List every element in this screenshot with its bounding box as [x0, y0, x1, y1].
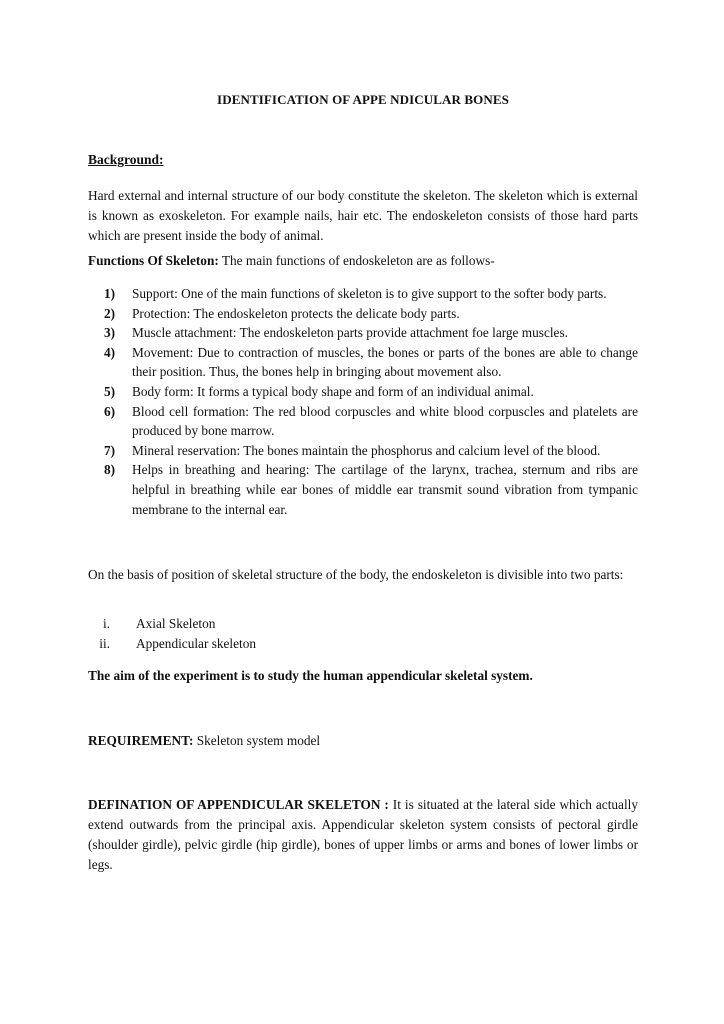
function-text: Protection: The endoskeleton protects the delicate body parts.: [132, 305, 460, 321]
function-item: [88, 402, 638, 441]
function-number: 5): [104, 383, 116, 399]
function-item: [88, 441, 638, 461]
document-title: IDENTIFICATION OF APPE NDICULAR BONES: [217, 92, 509, 107]
background-paragraph: Hard external and internal structure of our body constitute the skeleton. The skeleton which is external is known as exoskeleton. For example nails, hair etc. The endoskeleton consists of those hard parts which are present inside the body of animal.: [88, 188, 638, 243]
function-text: Body form: It forms a typical body shape and form of an individual animal.: [132, 383, 534, 399]
function-number: 6): [104, 403, 116, 419]
part-label: Axial Skeleton: [136, 616, 216, 631]
functions-heading: Functions Of Skeleton:: [88, 253, 219, 268]
part-label: Appendicular skeleton: [136, 636, 257, 651]
part-number: ii.: [99, 636, 110, 651]
function-item: [88, 382, 638, 402]
function-number: 8): [104, 462, 116, 478]
requirement-value: Skeleton system model: [193, 733, 321, 748]
function-text: Blood cell formation: The red blood corpuscles and white blood corpuscles and platelets are produced by bone marrow.: [132, 403, 638, 439]
part-number: i.: [102, 616, 110, 631]
functions-list: [88, 284, 638, 519]
skeleton-parts-list: [88, 614, 256, 654]
requirement-line: [88, 731, 638, 751]
function-item: [88, 460, 638, 519]
function-text: Muscle attachment: The endoskeleton parts provide attachment foe large muscles.: [132, 325, 568, 341]
function-text: Support: One of the main functions of skeleton is to give support to the softer body parts.: [132, 286, 607, 301]
definition-paragraph: [88, 795, 638, 875]
function-number: 1): [104, 286, 116, 301]
function-text: Helps in breathing and hearing: The cartilage of the larynx, trachea, sternum and ribs are helpful in breathing while ear bones of middle ear transmit sound vibration from tympanic membrane to the internal ear.: [132, 462, 638, 517]
division-paragraph: On the basis of position of skeletal structure of the body, the endoskeleton is divisible into two parts:: [88, 567, 624, 582]
function-number: 7): [104, 442, 116, 458]
functions-intro-text: The main functions of endoskeleton are as follows-: [218, 253, 495, 268]
function-number: 2): [104, 305, 116, 321]
function-item: [88, 304, 638, 324]
aim-statement: The aim of the experiment is to study the human appendicular skeletal system.: [88, 668, 533, 683]
functions-intro: [88, 251, 638, 271]
definition-text: It is situated at the lateral side which actually extend outwards from the principal axis. Appendicular skeleton system consists of pectoral girdle (shoulder girdle), pelvic girdle (hip girdle), bones of upper limbs or arms and bones of lower limbs or legs.: [88, 797, 638, 872]
requirement-label: REQUIREMENT:: [88, 733, 194, 748]
function-number: 4): [104, 344, 116, 360]
background-heading: Background:: [88, 152, 164, 167]
definition-label: DEFINATION OF APPENDICULAR SKELETON :: [88, 797, 389, 812]
function-item: [88, 284, 638, 304]
function-item: [88, 323, 638, 343]
function-item: [88, 343, 638, 382]
function-number: 3): [104, 325, 116, 341]
function-text: Mineral reservation: The bones maintain the phosphorus and calcium level of the blood.: [132, 442, 601, 458]
skeleton-part-item: [88, 614, 256, 634]
function-text: Movement: Due to contraction of muscles, the bones or parts of the bones are able to change their position. Thus, the bones help in bringing about movement also.: [132, 344, 638, 380]
skeleton-part-item: [88, 634, 256, 654]
